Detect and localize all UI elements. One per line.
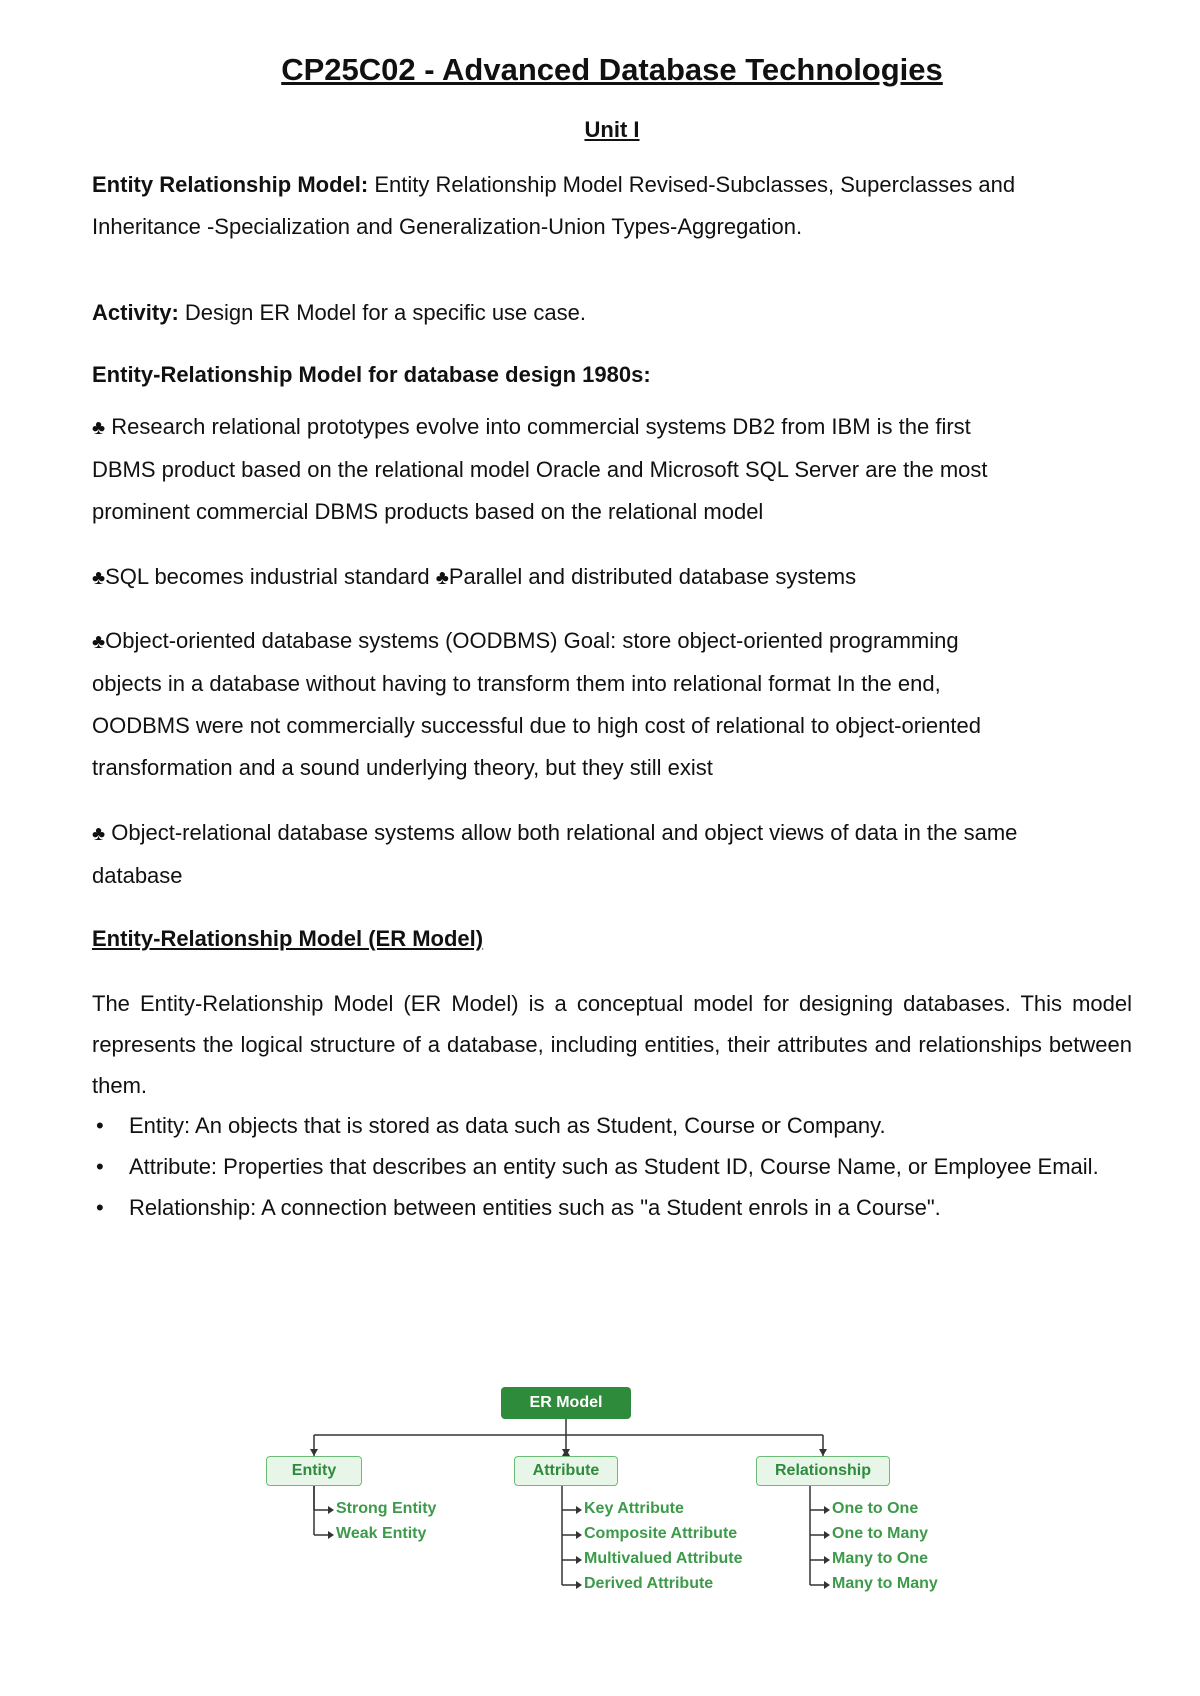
list-item (92, 1105, 1132, 1146)
history-paragraph-3 (92, 620, 1132, 789)
intro-line-2: Inheritance -Specialization and Generalization-Union Types-Aggregation. (92, 214, 803, 239)
intro-line-1: Entity Relationship Model Revised-Subclasses, Superclasses and (374, 172, 1016, 197)
list-item (92, 1146, 1132, 1187)
history-p3-line-2: objects in a database without having to transform them into relational format In the end, (92, 671, 941, 696)
history-p2-part-2: Parallel and distributed database systems (448, 564, 857, 589)
er-description: The Entity-Relationship Model (ER Model) is a conceptual model for designing databases. This model represents the logical structure of a database, including entities, their attributes and relationships between them. (92, 991, 1132, 1098)
one-to-one-label: One to One (832, 1500, 919, 1517)
list-item-text: Attribute: Properties that describes an entity such as Student ID, Course Name, or Employee Email. (129, 1154, 1099, 1179)
bullet-icon: • (96, 1154, 104, 1179)
history-p4-line-2: database (92, 863, 183, 888)
attribute-node: Attribute (514, 1456, 618, 1486)
club-icon: ♣ (92, 417, 106, 439)
unit-heading: Unit I (584, 117, 640, 142)
history-p3-line-3: OODBMS were not commercially successful due to high cost of relational to object-oriented (92, 713, 981, 738)
activity-label: Activity: (92, 300, 179, 325)
list-item (92, 1187, 1132, 1228)
multivalued-attribute-label: Multivalued Attribute (584, 1550, 743, 1567)
intro-paragraph (92, 164, 1132, 248)
strong-entity-label: Strong Entity (336, 1500, 437, 1517)
club-icon: ♣ (92, 567, 106, 589)
club-icon: ♣ (435, 567, 449, 589)
activity-paragraph (92, 292, 1132, 334)
many-to-many-label: Many to Many (832, 1575, 938, 1592)
history-p3-line-4: transformation and a sound underlying theory, but they still exist (92, 755, 713, 780)
derived-attribute-label: Derived Attribute (584, 1575, 714, 1592)
history-p1-line-3: prominent commercial DBMS products based on the relational model (92, 499, 764, 524)
weak-entity-label: Weak Entity (336, 1525, 427, 1542)
history-p1-line-1: Research relational prototypes evolve into commercial systems DB2 from IBM is the first (111, 414, 971, 439)
activity-text: Design ER Model for a specific use case. (184, 300, 586, 325)
history-p2-part-1: SQL becomes industrial standard (105, 564, 436, 589)
relationship-node: Relationship (756, 1456, 890, 1486)
entity-node: Entity (266, 1456, 362, 1486)
club-icon: ♣ (92, 823, 106, 845)
history-paragraph-2 (92, 556, 1132, 599)
diagram-connectors (258, 1387, 968, 1607)
definition-list (92, 1105, 1132, 1228)
history-p3-line-1: Object-oriented database systems (OODBMS) Goal: store object-oriented programming (105, 628, 959, 653)
one-to-many-label: One to Many (832, 1525, 929, 1542)
history-paragraph-4 (92, 812, 1132, 897)
many-to-one-label: Many to One (832, 1550, 929, 1567)
bullet-icon: • (96, 1195, 104, 1220)
history-p4-line-1: Object-relational database systems allow both relational and object views of data in the same (105, 820, 1018, 845)
history-paragraph-1 (92, 406, 1132, 533)
bullet-icon: • (96, 1113, 104, 1138)
history-heading: Entity-Relationship Model for database design 1980s: (92, 362, 651, 387)
list-item-text: Entity: An objects that is stored as data such as Student, Course or Company. (129, 1113, 886, 1138)
intro-label: Entity Relationship Model: (92, 172, 369, 197)
document-title: CP25C02 - Advanced Database Technologies (281, 52, 943, 87)
list-item-text: Relationship: A connection between entities such as "a Student enrols in a Course". (129, 1195, 941, 1220)
er-model-heading: Entity-Relationship Model (ER Model) (92, 926, 484, 951)
club-icon: ♣ (92, 631, 106, 653)
history-p1-line-2: DBMS product based on the relational model Oracle and Microsoft SQL Server are the most (92, 457, 988, 482)
er-model-diagram (258, 1387, 968, 1607)
composite-attribute-label: Composite Attribute (584, 1525, 738, 1542)
key-attribute-label: Key Attribute (584, 1500, 684, 1517)
er-model-root-node: ER Model (501, 1387, 631, 1419)
